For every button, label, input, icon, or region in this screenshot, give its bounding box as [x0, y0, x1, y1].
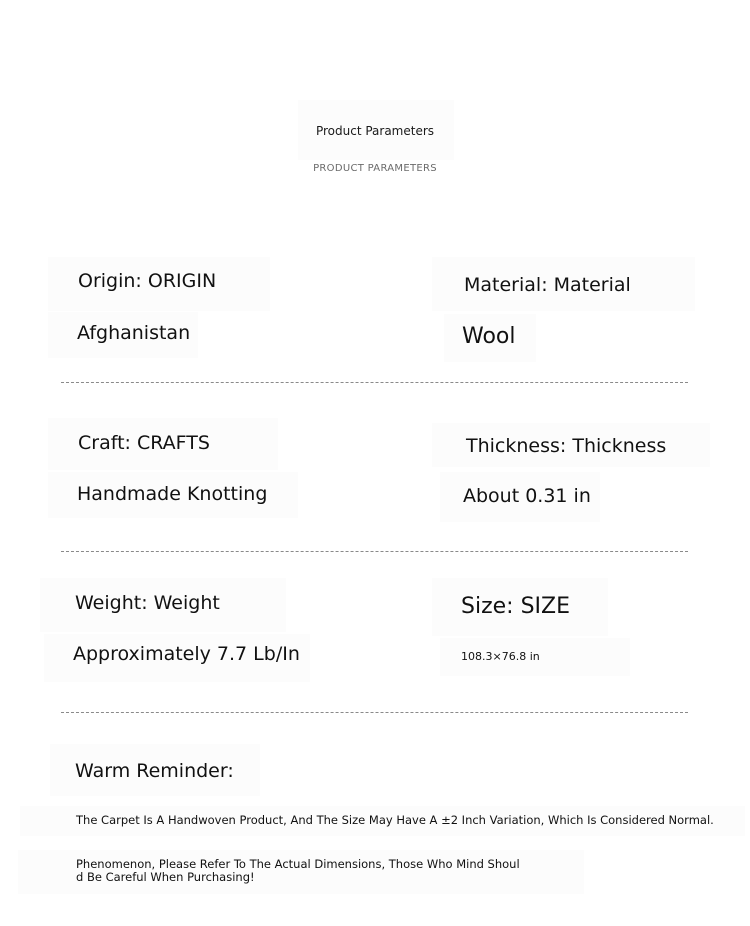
- divider-3: [61, 712, 688, 713]
- reminder-text-line-2: Phenomenon, Please Refer To The Actual Dimensions, Those Who Mind Shoul: [76, 857, 520, 871]
- material-label: Material: Material: [464, 274, 631, 296]
- origin-label: Origin: ORIGIN: [78, 270, 217, 292]
- thickness-label: Thickness: Thickness: [466, 435, 667, 457]
- page-title: Product Parameters: [315, 124, 435, 138]
- reminder-text-line-3: d Be Careful When Purchasing!: [76, 870, 255, 884]
- page-subtitle: PRODUCT PARAMETERS: [313, 163, 437, 174]
- weight-label: Weight: Weight: [75, 592, 220, 614]
- weight-value: Approximately 7.7 Lb/In: [73, 643, 300, 665]
- size-value: 108.3×76.8 in: [461, 650, 540, 663]
- reminder-title: Warm Reminder:: [75, 760, 234, 782]
- origin-value: Afghanistan: [77, 322, 191, 344]
- craft-label: Craft: CRAFTS: [78, 432, 210, 454]
- size-label: Size: SIZE: [461, 594, 570, 619]
- divider-2: [61, 551, 688, 552]
- reminder-text-line-1: The Carpet Is A Handwoven Product, And The Size May Have A ±2 Inch Variation, Which Is Considered Normal.: [76, 813, 714, 827]
- material-value: Wool: [462, 324, 516, 349]
- divider-1: [61, 382, 688, 383]
- thickness-value: About 0.31 in: [463, 485, 591, 507]
- craft-value: Handmade Knotting: [77, 483, 268, 505]
